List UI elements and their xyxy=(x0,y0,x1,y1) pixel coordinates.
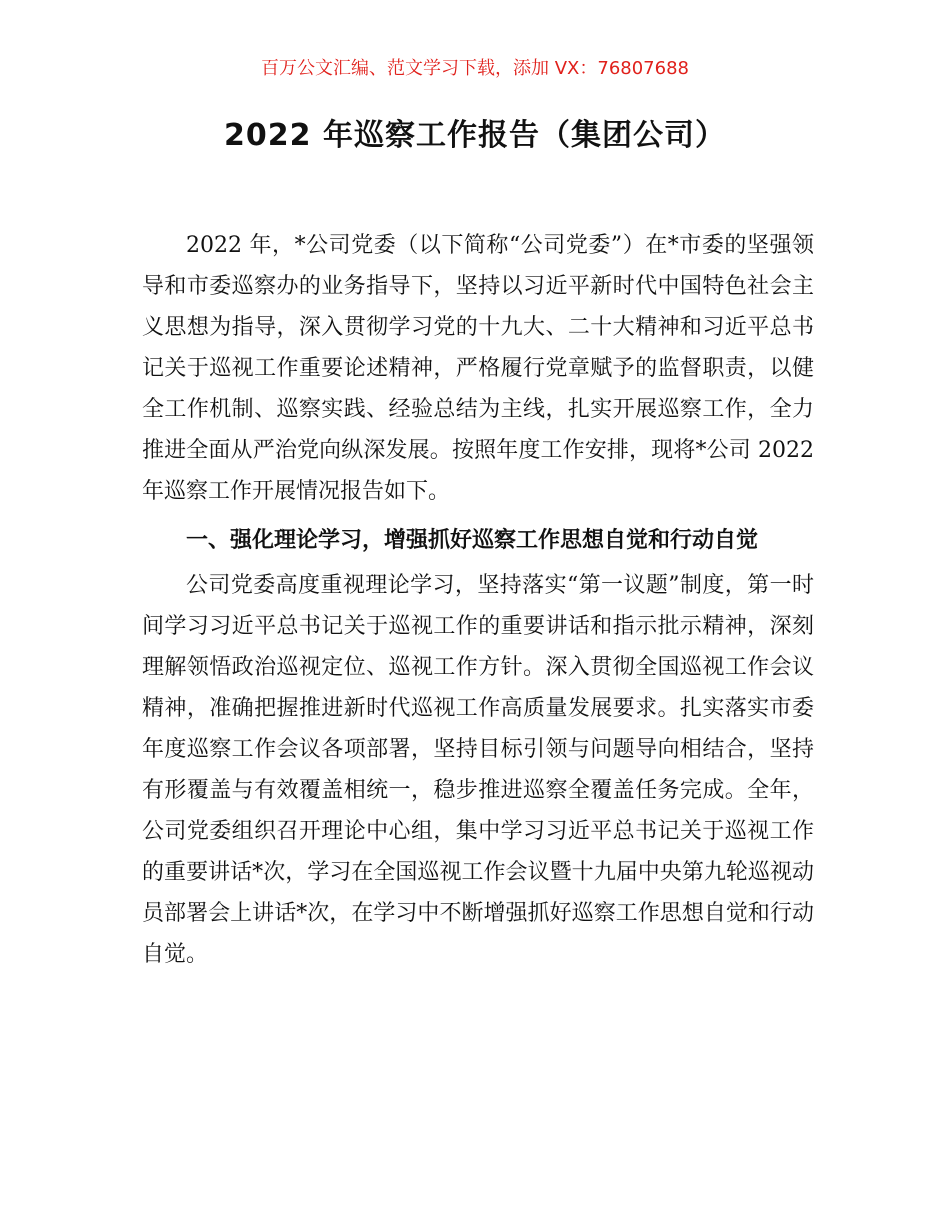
intro-paragraph: 2022 年，*公司党委（以下简称“公司党委”）在*市委的坚强领导和市委巡察办的业务指导下，坚持以习近平新时代中国特色社会主义思想为指导，深入贯彻学习党的十九大、二十大精神和习近平总书记关于巡视工作重要论述精神，严格履行党章赋予的监督职责，以健全工作机制、巡察实践、经验总结为主线，扎实开展巡察工作，全力推进全面从严治党向纵深发展。按照年度工作安排，现将*公司 2022 年巡察工作开展情况报告如下。 xyxy=(142,233,814,504)
header-promo-note: 百万公文汇编、范文学习下载，添加 VX：76807688 xyxy=(261,58,689,79)
document-body xyxy=(142,225,814,975)
document-title: 2022 年巡察工作报告（集团公司） xyxy=(224,118,726,153)
section-1-heading: 一、强化理论学习，增强抓好巡察工作思想自觉和行动自觉 xyxy=(186,528,759,553)
section-1-paragraph: 公司党委高度重视理论学习，坚持落实“第一议题”制度，第一时间学习习近平总书记关于巡视工作的重要讲话和指示批示精神，深刻理解领悟政治巡视定位、巡视工作方针。深入贯彻全国巡视工作会议精神，准确把握推进新时代巡视工作高质量发展要求。扎实落实市委年度巡察工作会议各项部署，坚持目标引领与问题导向相结合，坚持有形覆盖与有效覆盖相统一，稳步推进巡察全覆盖任务完成。全年，公司党委组织召开理论中心组，集中学习习近平总书记关于巡视工作的重要讲话*次，学习在全国巡视工作会议暨十九届中央第九轮巡视动员部署会上讲话*次，在学习中不断增强抓好巡察工作思想自觉和行动自觉。 xyxy=(142,573,814,967)
